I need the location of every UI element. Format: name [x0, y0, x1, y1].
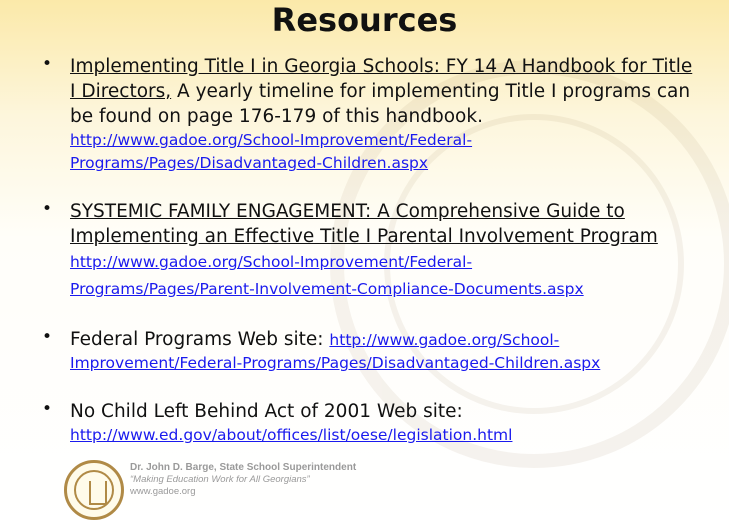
footer-url: www.gadoe.org — [130, 486, 196, 497]
family-engagement-link[interactable]: http://www.gadoe.org/School-Improvement/Federal- Programs/Pages/Parent-Involvement-Compliance-Documents.aspx — [70, 253, 584, 298]
bullet: • — [42, 399, 53, 419]
slide-title: Resources — [271, 1, 458, 39]
bullet: • — [42, 199, 53, 219]
family-engagement-title: SYSTEMIC FAMILY ENGAGEMENT: A Comprehensive Guide to Implementing an Effective Title I Parental Involvement Program — [70, 201, 658, 247]
handbook-description: A yearly timeline for implementing Title I programs can be found on page 176-179 of this handbook. — [70, 81, 691, 127]
bullet: • — [42, 54, 53, 74]
federal-programs-link[interactable]: http://www.gadoe.org/School- — [329, 331, 560, 349]
superintendent-name: Dr. John D. Barge, State School Superintendent — [130, 462, 357, 473]
list-item — [42, 399, 702, 447]
list-item — [42, 199, 702, 303]
department-seal-logo — [64, 460, 124, 520]
list-item — [42, 327, 702, 375]
handbook-title: Implementing Title I in Georgia Schools: FY 14 A Handbook for Title I Directors, — [70, 56, 693, 102]
resource-list — [42, 54, 702, 447]
nclb-link[interactable]: http://www.ed.gov/about/offices/list/oese/legislation.html — [70, 426, 513, 444]
federal-programs-label: Federal Programs Web site: — [70, 329, 330, 350]
federal-programs-link-cont[interactable]: Improvement/Federal-Programs/Pages/Disadvantaged-Children.aspx — [70, 354, 601, 372]
footer-motto: “Making Education Work for All Georgians” — [130, 474, 310, 485]
list-item — [42, 54, 702, 175]
bullet: • — [42, 327, 53, 347]
footer — [64, 458, 464, 524]
nclb-label: No Child Left Behind Act of 2001 Web site: — [70, 401, 463, 422]
handbook-link[interactable]: http://www.gadoe.org/School-Improvement/Federal- Programs/Pages/Disadvantaged-Children.aspx — [70, 131, 473, 172]
